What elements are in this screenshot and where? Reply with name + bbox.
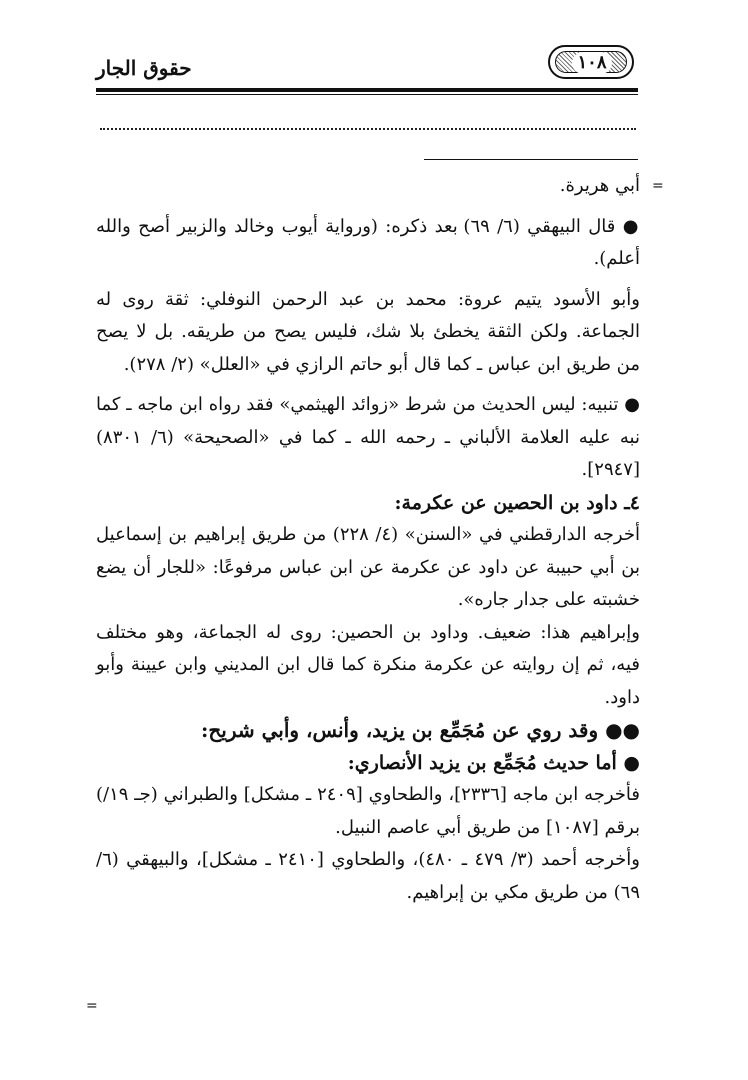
paragraph: وإبراهيم هذا: ضعيف. وداود بن الحصين: روى له الجماعة، وهو مختلف فيه، ثم إن روايته عن عكرمة منكرة كما قال ابن المديني وابن عيينة وأبو داود.	[96, 621, 640, 708]
header-rule-thin	[96, 94, 638, 95]
paragraph: ● تنبيه: ليس الحديث من شرط «زوائد الهيثمي» فقد رواه ابن ماجه ـ كما نبه عليه العلامة الألباني ـ رحمه الله ـ كما في «الصحيحة» (٦/ ٨٣٠١) [٢٩٤٧].	[96, 394, 640, 480]
paragraph: ● قال البيهقي (٦/ ٦٩) بعد ذكره: (ورواية أيوب وخالد والزبير أصح والله أعلم).	[96, 215, 640, 269]
body-text	[96, 170, 640, 909]
section-heading: ٤ـ داود بن الحصين عن عكرمة:	[394, 491, 640, 514]
paragraph: فأخرجه ابن ماجه [٢٣٣٦]، والطحاوي [٢٤٠٩ ـ مشكل] والطبراني (جـ ١٩/) برقم [١٠٨٧] من طريق أبي عاصم النبيل.	[96, 784, 640, 838]
margin-mark-top: =	[652, 178, 664, 194]
footnote-rule	[424, 159, 638, 160]
page-number-badge	[548, 45, 634, 79]
paragraph: أخرجه الدارقطني في «السنن» (٤/ ٢٢٨) من طريق إبراهيم بن إسماعيل بن أبي حبيبة عن داود عن عكرمة عن ابن عباس مرفوعًا: «للجار أن يضع خشبته على جدار جاره».	[96, 524, 640, 610]
page-number: ١٠٨	[572, 52, 612, 74]
paragraph: وأخرجه أحمد (٣/ ٤٧٩ ـ ٤٨٠)، والطحاوي [٢٤١٠ ـ مشكل]، والبيهقي (٦/ ٦٩) من طريق مكي بن إبراهيم.	[96, 849, 640, 903]
paragraph: أبي هريرة.	[559, 175, 640, 196]
paragraph: وأبو الأسود يتيم عروة: محمد بن عبد الرحمن النوفلي: ثقة روى له الجماعة. ولكن الثقة يخطئ بلا شك، فليس يصح من طريقه. بل لا يصح من طريق ابن عباس ـ كما قال أبو حاتم الرازي في «العلل» (٢/ ٢٧٨).	[96, 288, 640, 375]
dotted-separator	[100, 128, 636, 130]
running-header-title: حقوق الجار	[96, 56, 192, 80]
section-subheading: ● أما حديث مُجَمِّع بن يزيد الأنصاري:	[347, 751, 640, 774]
margin-mark-bottom: =	[86, 998, 98, 1014]
section-heading: ●● وقد روي عن مُجَمِّع بن يزيد، وأنس، وأبي شريح:	[201, 718, 640, 742]
header-rule-thick	[96, 88, 638, 92]
